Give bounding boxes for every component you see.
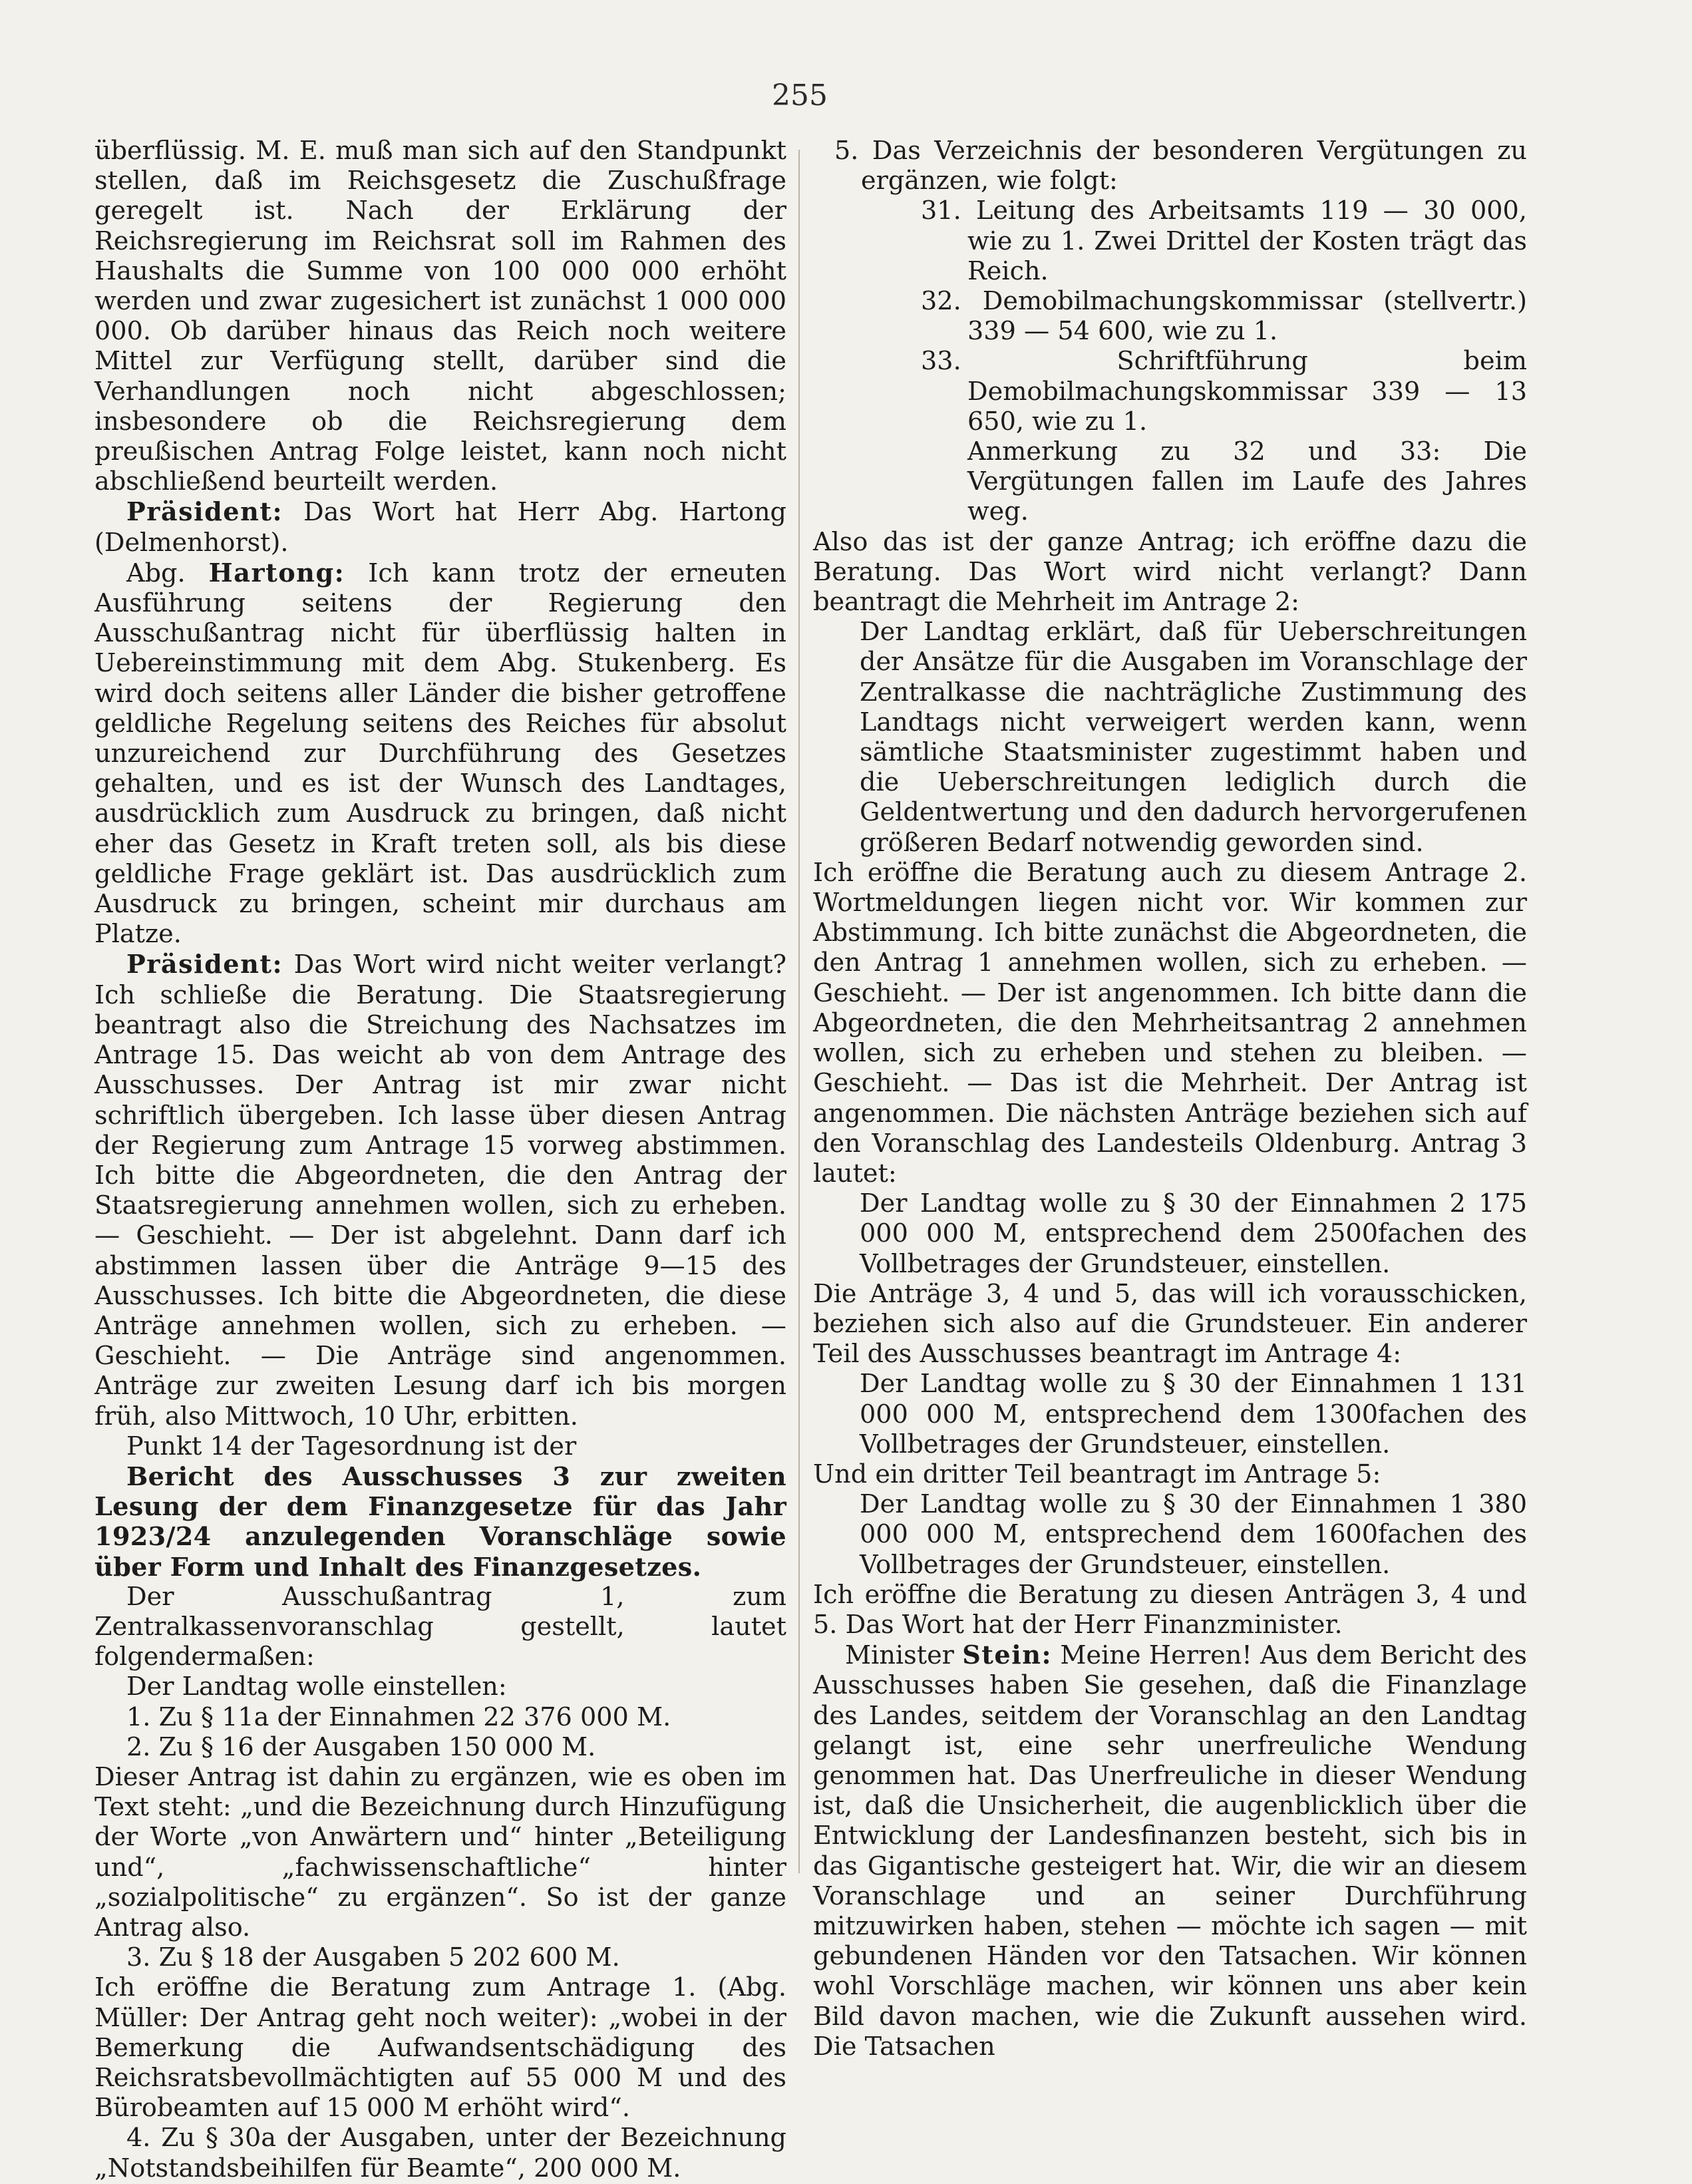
list-item: 2. Zu § 16 der Ausgaben 150 000 M. xyxy=(126,1732,596,1762)
paragraph: Und ein dritter Teil beantragt im Antrage 5: xyxy=(813,1459,1381,1489)
paragraph: Ich eröffne die Beratung auch zu diesem Antrage 2. Wortmeldungen liegen nicht vor. Wir kommen zur Abstimmung. Ich bitte zunächst die Abgeordneten, die den Antrag 1 annehmen wollen, sich zu erheben. — Geschieht. — Der ist angenommen. Ich bitte dann die Abgeordneten, die den Mehrheitsantrag 2 annehmen wollen, sich zu erheben und stehen zu bleiben. — Geschieht. — Das ist die Mehrheit. Der Antrag ist angenommen. Die nächsten Anträge beziehen sich auf den Voranschlag des Landesteils Oldenburg. Antrag 3 lautet: xyxy=(813,858,1527,1188)
note: Anmerkung zu 32 und 33: Die Vergütungen fallen im Laufe des Jahres weg. xyxy=(967,437,1527,527)
speaker-prefix: Minister xyxy=(845,1641,954,1671)
list-item: 32. Demobilmachungskommissar (stellvertr.) 339 — 54 600, wie zu 1. xyxy=(921,287,1527,347)
list-item: 33. Schriftführung beim Demobilmachungskommissar 339 — 13 650, wie zu 1. xyxy=(921,347,1527,437)
speech-hartong xyxy=(94,558,786,950)
paragraph: Der Landtag wolle einstellen: xyxy=(126,1672,507,1702)
left-column xyxy=(94,136,786,2184)
right-column xyxy=(813,136,1527,2062)
quoted-motion: Der Landtag wolle zu § 30 der Einnahmen 2 175 000 000 M, entsprechend dem 2500fachen des Vollbetrages der Grundsteuer, einstellen. xyxy=(860,1189,1527,1279)
list-item: 5. Das Verzeichnis der besonderen Vergütungen zu ergänzen, wie folgt: xyxy=(834,136,1527,196)
speaker-label: Hartong: xyxy=(208,558,345,588)
paragraph: Also das ist der ganze Antrag; ich eröffne dazu die Beratung. Das Wort wird nicht verlangt? Dann beantragt die Mehrheit im Antrage 2: xyxy=(813,527,1527,618)
paragraph: Der Ausschußantrag 1, zum Zentralkassenvoranschlag gestellt, lautet folgendermaßen: xyxy=(94,1582,786,1672)
paragraph: überflüssig. M. E. muß man sich auf den Standpunkt stellen, daß im Reichsgesetz die Zuschußfrage geregelt ist. Nach der Erklärung der Reichsregierung im Reichsrat soll im Rahmen des Haushalts die Summe von 100 000 000 erhöht werden und zwar zugesichert ist zunächst 1 000 000 000. Ob darüber hinaus das Reich noch weitere Mittel zur Verfügung stellt, darüber sind die Verhandlungen noch nicht abgeschlossen; insbesondere ob die Reichsregierung dem preußischen Antrag Folge leistet, kann noch nicht abschließend beurteilt werden. xyxy=(94,136,786,497)
paragraph: Die Anträge 3, 4 und 5, das will ich vorausschicken, beziehen sich also auf die Grundsteuer. Ein anderer Teil des Ausschusses beantragt im Antrage 4: xyxy=(813,1279,1527,1369)
speech-president xyxy=(94,950,786,1431)
quoted-motion: Der Landtag erklärt, daß für Ueberschreitungen der Ansätze für die Ausgaben im Voranschlage der Zentralkasse die nachträgliche Zustimmung des Landtags nicht verweigert werden kann, wenn sämtliche Staatsminister zugestimmt haben und die Ueberschreitungen lediglich durch die Geldentwertung und den dadurch hervorgerufenen größeren Bedarf notwendig geworden sind. xyxy=(860,618,1527,858)
speech-text: Das Wort hat Herr Abg. Hartong (Delmenhorst). xyxy=(94,498,786,558)
speaker-label: Präsident: xyxy=(126,950,283,980)
paragraph: Dieser Antrag ist dahin zu ergänzen, wie es oben im Text steht: „und die Bezeichnung durch Hinzufügung der Worte „von Anwärtern und“ hinter „Beteiligung und“, „fachwissenschaftliche“ hinter „sozialpolitische“ zu ergänzen“. So ist der ganze Antrag also. xyxy=(94,1762,786,1942)
speech-president xyxy=(94,497,786,558)
list-item: 1. Zu § 11a der Einnahmen 22 376 000 M. xyxy=(126,1702,671,1732)
quoted-motion: Der Landtag wolle zu § 30 der Einnahmen 1 380 000 000 M, entsprechend dem 1600fachen des Vollbetrages der Grundsteuer, einstellen. xyxy=(860,1490,1527,1580)
column-divider xyxy=(798,150,800,1873)
speech-minister-stein xyxy=(813,1640,1527,2062)
speech-text: Meine Herren! Aus dem Bericht des Ausschusses haben Sie gesehen, daß die Finanzlage des Landes, seitdem der Voranschlag an den Landtag gelangt ist, eine sehr unerfreuliche Wendung genommen hat. Das Unerfreuliche in dieser Wendung ist, daß die Unsicherheit, die augenblicklich über die Entwicklung der Landesfinanzen besteht, sich bis in das Gigantische gesteigert hat. Wir, die wir an diesem Voranschlage und an seiner Durchführung mitzuwirken haben, stehen — möchte ich sagen — mit gebundenen Händen vor den Tatsachen. Wir können wohl Vorschläge machen, wir können uns aber kein Bild davon machen, wie die Zukunft aussehen wird. Die Tatsachen xyxy=(813,1641,1528,2062)
speaker-label: Präsident: xyxy=(126,497,283,528)
speaker-prefix: Abg. xyxy=(126,558,186,588)
paragraph: Ich eröffne die Beratung zu diesen Anträgen 3, 4 und 5. Das Wort hat der Herr Finanzminister. xyxy=(813,1580,1527,1640)
quoted-motion: Der Landtag wolle zu § 30 der Einnahmen 1 131 000 000 M, entsprechend dem 1300fachen des Vollbetrages der Grundsteuer, einstellen. xyxy=(860,1369,1527,1459)
speech-text: Ich kann trotz der erneuten Ausführung seitens der Regierung den Ausschußantrag nicht für überflüssig halten in Uebereinstimmung mit dem Abg. Stukenberg. Es wird doch seitens aller Länder die bisher getroffene geldliche Regelung seitens des Reiches für absolut unzureichend zur Durchführung des Gesetzes gehalten, und es ist der Wunsch des Landtages, ausdrücklich zum Ausdruck zu bringen, daß nicht eher das Gesetz in Kraft treten soll, als bis diese geldliche Frage geklärt ist. Das ausdrücklich zum Ausdruck zu bringen, scheint mir durchaus am Platze. xyxy=(94,558,786,950)
speech-text: Das Wort wird nicht weiter verlangt? Ich schließe die Beratung. Die Staatsregierung beantragt also die Streichung des Nachsatzes im Antrage 15. Das weicht ab von dem Antrage des Ausschusses. Der Antrag ist mir zwar nicht schriftlich übergeben. Ich lasse über diesen Antrag der Regierung zum Antrage 15 vorweg abstimmen. Ich bitte die Abgeordneten, die den Antrag der Staatsregierung annehmen wollen, sich zu erheben. — Geschieht. — Der ist abgelehnt. Dann darf ich abstimmen lassen über die Anträge 9—15 des Ausschusses. Ich bitte die Abgeordneten, die diese Anträge annehmen wollen, sich zu erheben. — Geschieht. — Die Anträge sind angenommen. Anträge zur zweiten Lesung darf ich bis morgen früh, also Mittwoch, 10 Uhr, erbitten. xyxy=(94,950,786,1431)
agenda-heading: Bericht des Ausschusses 3 zur zweiten Lesung der dem Finanzgesetze für das Jahr 1923/24 anzulegenden Voranschläge sowie über Form und Inhalt des Finanzgesetzes. xyxy=(94,1461,786,1582)
list-item: 3. Zu § 18 der Ausgaben 5 202 600 M. xyxy=(126,1943,620,1973)
speaker-label: Stein: xyxy=(962,1640,1053,1671)
paragraph: Ich eröffne die Beratung zum Antrage 1. (Abg. Müller: Der Antrag geht noch weiter): „wobei in der Bemerkung die Aufwandsentschädigung des Reichsratsbevollmächtigten auf 55 000 M und des Bürobeamten auf 15 000 M erhöht wird“. xyxy=(94,1973,786,2123)
list-item: 31. Leitung des Arbeitsamts 119 — 30 000, wie zu 1. Zwei Drittel der Kosten trägt das Reich. xyxy=(921,196,1527,286)
list-item: 4. Zu § 30a der Ausgaben, unter der Bezeichnung „Notstandsbeihilfen für Beamte“, 200 000 M. xyxy=(94,2123,786,2183)
page-number: 255 xyxy=(772,79,828,112)
paragraph: Punkt 14 der Tagesordnung ist der xyxy=(126,1431,577,1461)
